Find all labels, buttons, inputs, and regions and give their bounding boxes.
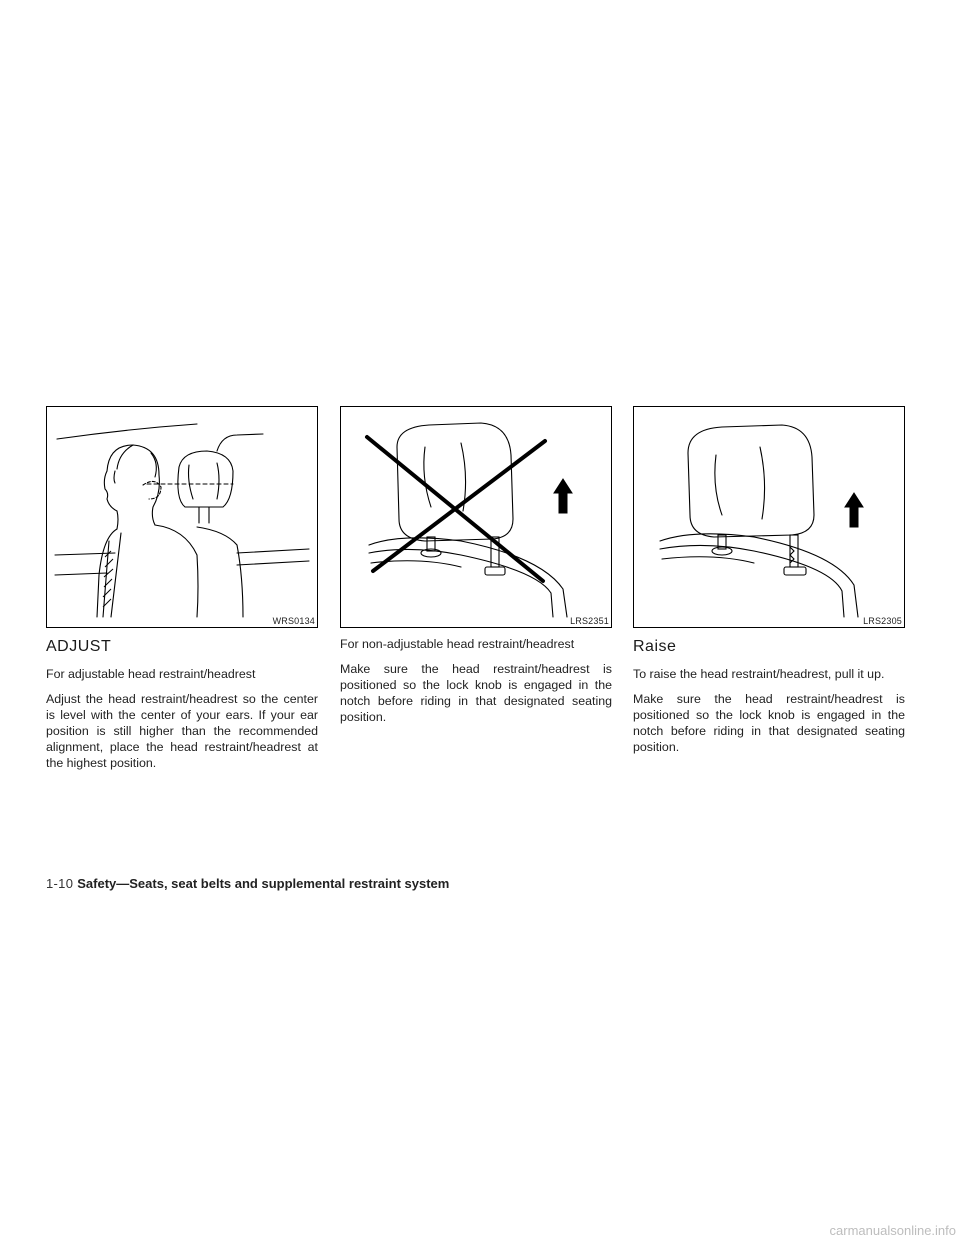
section-title: Safety—Seats, seat belts and supplemental restraint system [77,876,450,891]
paragraph-non-adjustable-label: For non-adjustable head restraint/headrest [340,637,575,651]
paragraph-adjustable-label: For adjustable head restraint/headrest [46,667,256,681]
paragraph-lock-knob-note: Make sure the head restraint/headrest is positioned so the lock knob is engaged in the notch before riding in that designated seating position. [340,662,612,724]
figure-person-headrest [46,406,318,628]
person-headrest-illustration [47,407,317,627]
section-heading-raise: Raise [633,638,677,655]
figure-headrest-crossed [340,406,612,628]
page-number: 1-10 [46,876,74,891]
figure-code: WRS0134 [272,616,315,626]
watermark: carmanualsonline.info [829,1223,956,1238]
headrest-raise-illustration [634,407,904,627]
column-adjust [46,406,318,780]
headrest-crossed-illustration [341,407,611,627]
section-heading-adjust: ADJUST [46,638,112,655]
paragraph-raise-lock-note: Make sure the head restraint/headrest is positioned so the lock knob is engaged in the notch before riding in that designated seating position. [633,692,905,754]
figure-code: LRS2305 [863,616,902,626]
column-raise [633,406,905,764]
paragraph-raise-instructions: To raise the head restraint/headrest, pull it up. [633,667,885,681]
figure-headrest-raise [633,406,905,628]
figure-code: LRS2351 [570,616,609,626]
column-non-adjustable [340,406,612,734]
paragraph-adjust-instructions: Adjust the head restraint/headrest so the center is level with the center of your ears. If your ear position is still higher than the recommended alignment, place the head restraint/headrest at the highest position. [46,692,318,770]
page-footer [46,876,449,891]
